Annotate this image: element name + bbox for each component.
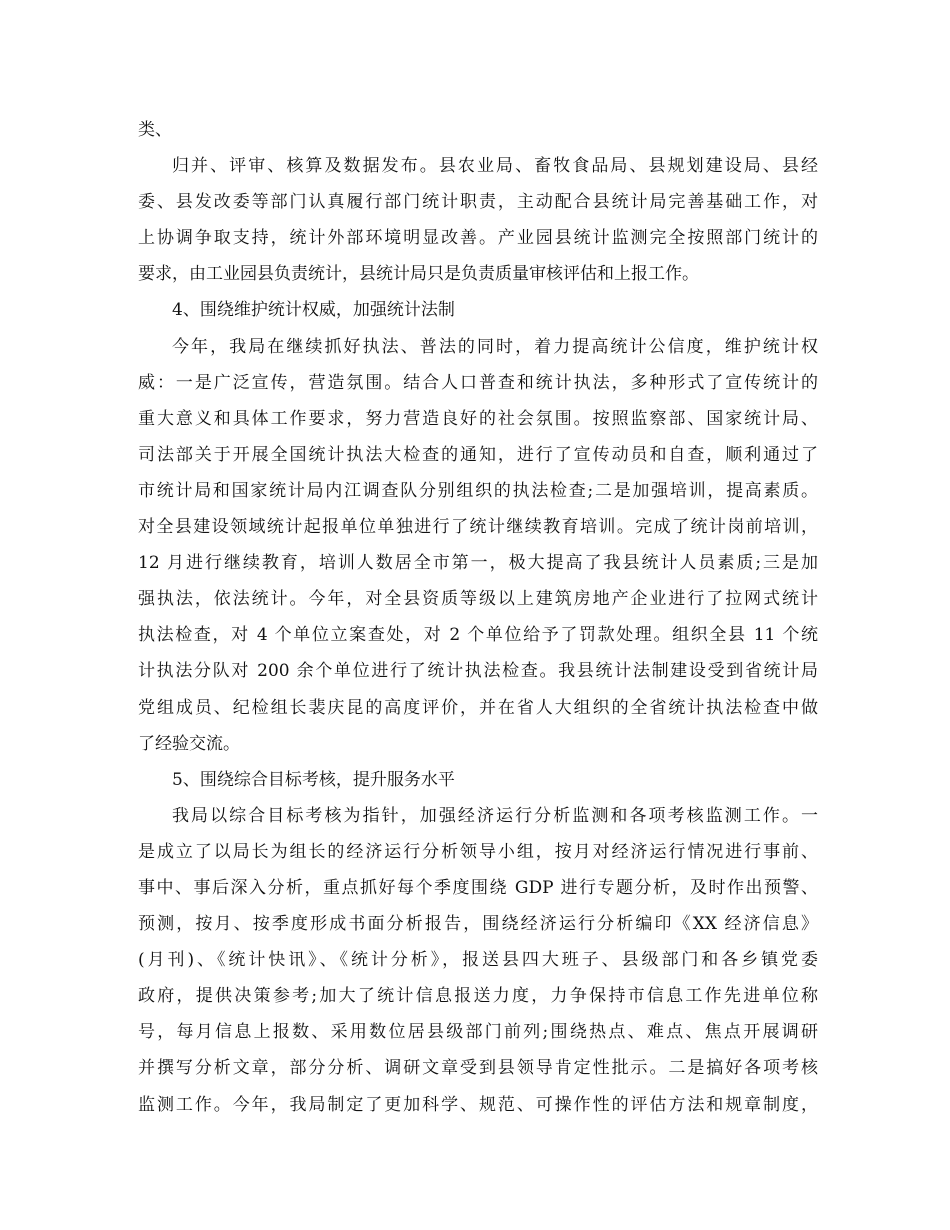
text-line: 执法检查，对 4 个单位立案查处，对 2 个单位给予了罚款处理。组织全县 11 个统 xyxy=(138,625,818,646)
text-line: 计执法分队对 200 余个单位进行了统计执法检查。我县统计法制建设受到省统计局 xyxy=(138,661,818,682)
text-line: 今年，我局在继续抓好执法、普法的同时，着力提高统计公信度，维护统计权 xyxy=(172,336,818,357)
text-line: 了经验交流。 xyxy=(138,733,240,754)
text-line: 威：一是广泛宣传，营造氛围。结合人口普查和统计执法，多种形式了宣传统计的 xyxy=(138,372,818,393)
text-line: 并撰写分析文章，部分分析、调研文章受到县领导肯定性批示。二是搞好各项考核 xyxy=(138,1058,818,1079)
text-line: 号，每月信息上报数、采用数位居县级部门前列;围绕热点、难点、焦点开展调研 xyxy=(138,1022,818,1043)
text-line: 12 月进行继续教育，培训人数居全市第一，极大提高了我县统计人员素质;三是加 xyxy=(138,553,818,574)
text-line: 我局以综合目标考核为指针，加强经济运行分析监测和各项考核监测工作。一 xyxy=(172,805,818,826)
text-line: 党组成员、纪检组长裴庆昆的高度评价，并在省人大组织的全省统计执法检查中做 xyxy=(138,697,818,718)
text-line: 委、县发改委等部门认真履行部门统计职责，主动配合县统计局完善基础工作，对 xyxy=(138,192,818,213)
text-line: 监测工作。今年，我局制定了更加科学、规范、可操作性的评估方法和规章制度， xyxy=(138,1094,818,1115)
text-line: (月刊)、《统计快讯》、《统计分析》，报送县四大班子、县级部门和各乡镇党委 xyxy=(138,950,818,971)
text-line: 5、围绕综合目标考核，提升服务水平 xyxy=(172,769,455,790)
text-line: 政府，提供决策参考;加大了统计信息报送力度，力争保持市信息工作先进单位称 xyxy=(138,986,818,1007)
text-line: 市统计局和国家统计局内江调查队分别组织的执法检查;二是加强培训，提高素质。 xyxy=(138,480,818,501)
text-line: 4、围绕维护统计权威，加强统计法制 xyxy=(172,300,455,321)
text-line: 重大意义和具体工作要求，努力营造良好的社会氛围。按照监察部、国家统计局、 xyxy=(138,408,818,429)
text-line: 预测，按月、按季度形成书面分析报告，围绕经济运行分析编印《XX 经济信息》 xyxy=(138,914,818,935)
document-body xyxy=(138,112,818,1123)
text-line: 上协调争取支持，统计外部环境明显改善。产业园县统计监测完全按照部门统计的 xyxy=(138,228,818,249)
text-line: 强执法，依法统计。今年，对全县资质等级以上建筑房地产企业进行了拉网式统计 xyxy=(138,589,818,610)
text-line: 是成立了以局长为组长的经济运行分析领导小组，按月对经济运行情况进行事前、 xyxy=(138,841,818,862)
text-line: 归并、评审、核算及数据发布。县农业局、畜牧食品局、县规划建设局、县经 xyxy=(172,156,818,177)
text-line: 司法部关于开展全国统计执法大检查的通知，进行了宣传动员和自查，顺利通过了 xyxy=(138,444,818,465)
text-line: 要求，由工业园县负责统计，县统计局只是负责质量审核评估和上报工作。 xyxy=(138,264,699,285)
text-line: 类、 xyxy=(138,120,172,140)
text-line: 对全县建设领域统计起报单位单独进行了统计继续教育培训。完成了统计岗前培训， xyxy=(138,517,818,538)
text-line: 事中、事后深入分析，重点抓好每个季度围绕 GDP 进行专题分析，及时作出预警、 xyxy=(138,877,818,898)
